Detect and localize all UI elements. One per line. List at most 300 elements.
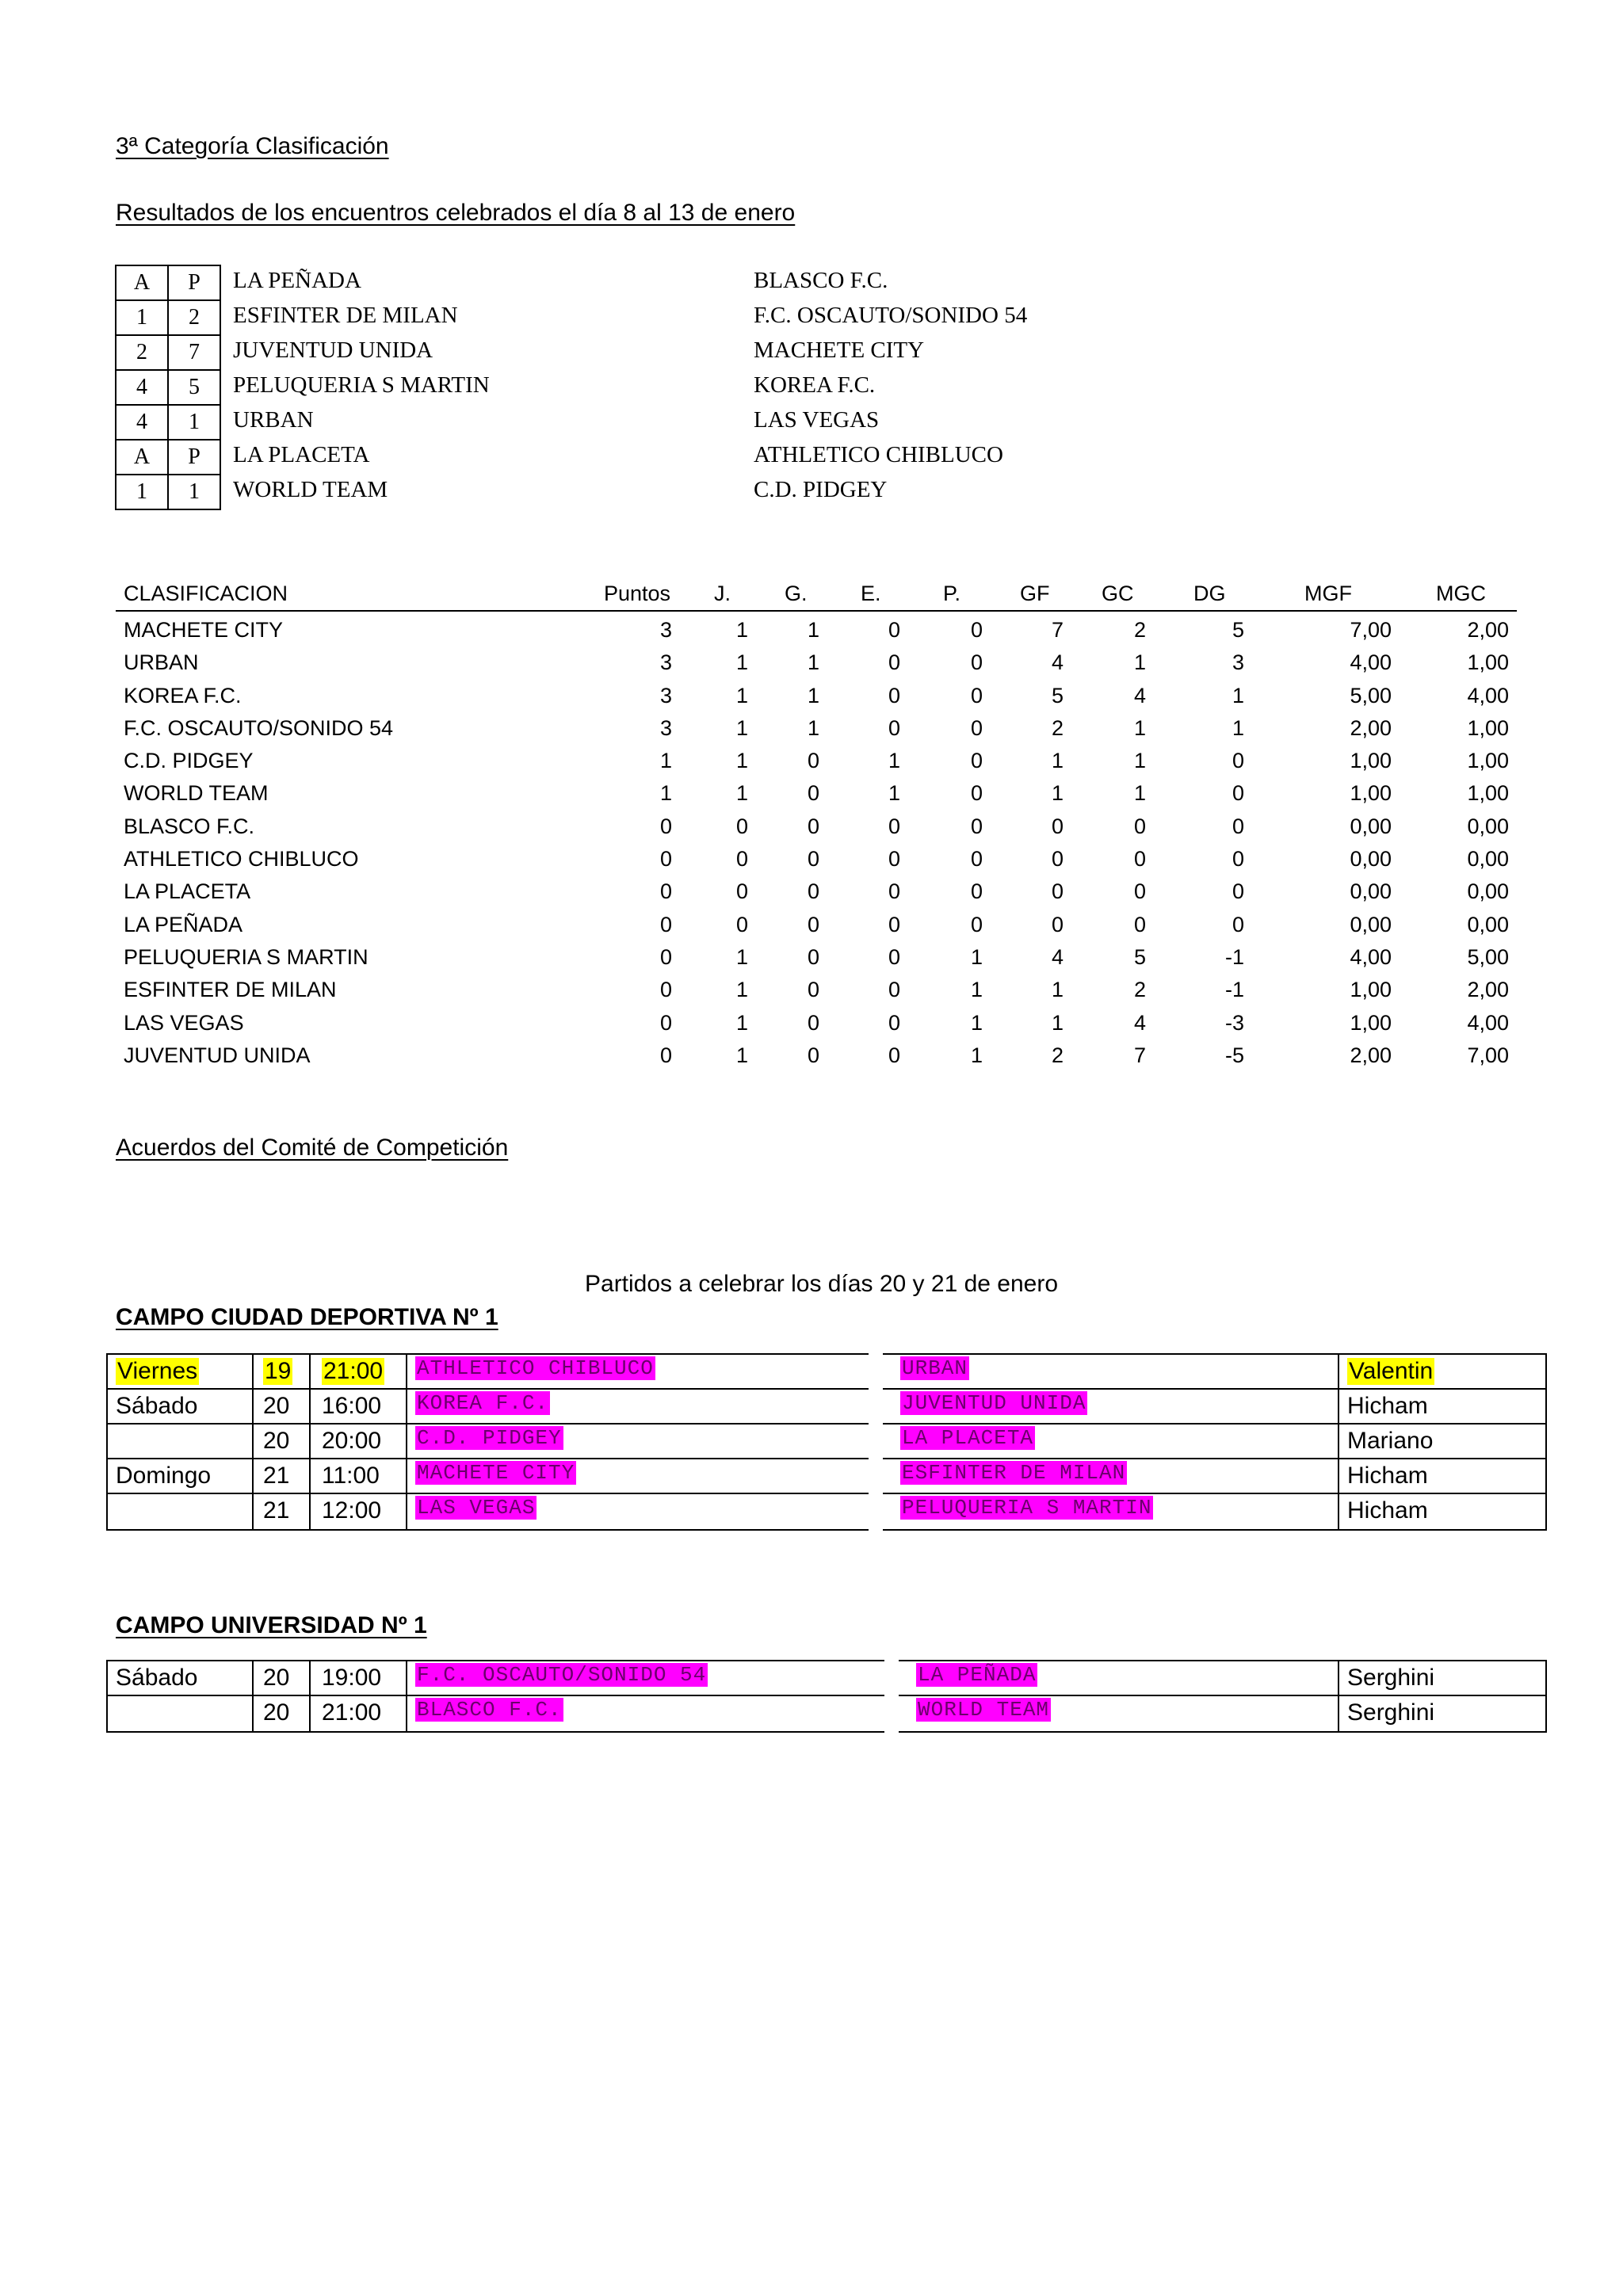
standings-cell: 1,00: [1350, 978, 1392, 1002]
standings-header-cell: J.: [714, 582, 731, 605]
match-day: Sábado: [116, 1665, 198, 1691]
standings-cell: 1: [735, 978, 748, 1002]
standings-row: [116, 808, 1517, 841]
standings-header-cell: P.: [943, 582, 961, 605]
fixture-row: [108, 1355, 1545, 1390]
divider-gap: [869, 1353, 883, 1390]
standings-row: [116, 841, 1517, 873]
match-day: Sábado: [116, 1393, 198, 1419]
standings-cell: 1: [1051, 1010, 1064, 1035]
home-score: 4: [116, 370, 168, 405]
standings-cell: 1,00: [1350, 1010, 1392, 1035]
standings-cell: 0: [970, 715, 983, 740]
standings-cell: 0: [807, 749, 819, 773]
standings-cell: 1: [735, 1043, 748, 1067]
standings-cell: 0: [970, 847, 983, 871]
standings-cell: 4: [1133, 683, 1146, 707]
standings-cell: 1: [970, 944, 983, 969]
standings-cell: 2,00: [1467, 618, 1509, 642]
match-time: 12:00: [322, 1497, 382, 1524]
standings-cell: 0: [735, 912, 748, 936]
partidos-heading: Partidos a celebrar los días 20 y 21 de enero: [585, 1271, 1059, 1297]
standings-cell: 0: [888, 650, 900, 675]
standings-cell: 0: [888, 944, 900, 969]
standings-header-cell: G.: [785, 582, 808, 605]
away-score: P: [168, 265, 220, 300]
column-divider: [252, 1494, 254, 1529]
result-away-team: KOREA F.C.: [754, 372, 876, 398]
standings-cell: 1,00: [1350, 749, 1392, 773]
results-score-table: [115, 265, 221, 510]
standings-cell: 1: [1133, 715, 1146, 740]
standings-cell: 1: [735, 618, 748, 642]
result-score-row: [116, 405, 220, 440]
result-score-row: [116, 265, 220, 300]
column-divider: [309, 1661, 311, 1695]
standings-cell: 0: [659, 879, 672, 904]
standings-cell: 0: [659, 912, 672, 936]
team-name: BLASCO F.C.: [124, 814, 255, 838]
fixture-row: [108, 1696, 1545, 1731]
standings-cell: 0: [1051, 814, 1064, 838]
standings-cell: 0,00: [1350, 912, 1392, 936]
standings-cell: 1: [1232, 715, 1244, 740]
home-score: A: [116, 265, 168, 300]
standings-cell: -1: [1224, 978, 1244, 1002]
result-away-team: C.D. PIDGEY: [754, 477, 888, 502]
standings-cell: 0: [659, 1043, 672, 1067]
standings-cell: 5: [1133, 944, 1146, 969]
standings-cell: 1: [735, 944, 748, 969]
standings-cell: 2,00: [1467, 978, 1509, 1002]
standings-cell: 7: [1051, 618, 1064, 642]
column-divider: [309, 1425, 311, 1458]
standings-cell: 7: [1133, 1043, 1146, 1067]
result-home-team: PELUQUERIA S MARTIN: [233, 372, 490, 398]
standings-cell: 0: [888, 978, 900, 1002]
standings-cell: 1,00: [1467, 781, 1509, 806]
standings-cell: 0: [970, 879, 983, 904]
match-time: 21:00: [323, 1358, 384, 1384]
standings-cell: 0: [1133, 912, 1146, 936]
standings-cell: 0: [888, 715, 900, 740]
standings-cell: 4,00: [1467, 683, 1509, 707]
match-date: 19: [265, 1358, 292, 1384]
standings-cell: 2: [1051, 715, 1064, 740]
result-home-team: JUVENTUD UNIDA: [233, 338, 433, 363]
standings-cell: 0: [1133, 879, 1146, 904]
match-time: 21:00: [322, 1699, 382, 1726]
home-score: 2: [116, 335, 168, 370]
standings-cell: 0: [735, 879, 748, 904]
match-time: 11:00: [322, 1463, 380, 1489]
standings-cell: 1,00: [1467, 715, 1509, 740]
standings-cell: 0: [1232, 814, 1244, 838]
result-away-team: F.C. OSCAUTO/SONIDO 54: [754, 303, 1028, 328]
standings-cell: 0: [888, 683, 900, 707]
standings-header-cell: Puntos: [604, 582, 671, 605]
team-name: ESFINTER DE MILAN: [124, 978, 337, 1002]
column-divider: [1338, 1696, 1339, 1731]
standings-cell: 1: [1051, 749, 1064, 773]
standings-row: [116, 644, 1517, 677]
standings-row: [116, 1005, 1517, 1037]
standings-cell: 0: [1133, 814, 1146, 838]
standings-cell: 0: [888, 1043, 900, 1067]
away-team: PELUQUERIA S MARTIN: [902, 1496, 1152, 1520]
standings-cell: 7,00: [1467, 1043, 1509, 1067]
divider-gap: [869, 1423, 883, 1459]
standings-cell: 0: [1232, 847, 1244, 871]
standings-cell: 1,00: [1467, 749, 1509, 773]
standings-cell: 3: [659, 683, 672, 707]
home-team: BLASCO F.C.: [417, 1698, 562, 1722]
team-name: WORLD TEAM: [124, 781, 269, 806]
standings-cell: 1: [1232, 683, 1244, 707]
standings-cell: 0: [888, 618, 900, 642]
standings-cell: 0: [1232, 781, 1244, 806]
standings-cell: 4,00: [1350, 944, 1392, 969]
column-divider: [406, 1459, 407, 1493]
results-heading: Resultados de los encuentros celebrados el día 8 al 13 de enero: [116, 200, 796, 226]
standings-row: [116, 939, 1517, 971]
match-day: Domingo: [116, 1463, 212, 1489]
standings-row: [116, 873, 1517, 906]
home-team: C.D. PIDGEY: [417, 1426, 562, 1450]
standings-cell: 1: [807, 683, 819, 707]
match-date: 20: [263, 1699, 290, 1726]
standings-header-cell: GF: [1020, 582, 1050, 605]
referee-name: Valentin: [1349, 1358, 1434, 1384]
standings-cell: 0: [970, 650, 983, 675]
standings-cell: 1: [659, 749, 672, 773]
column-divider: [1338, 1661, 1339, 1695]
standings-header-cell: MGF: [1304, 582, 1352, 605]
standings-cell: 0,00: [1350, 879, 1392, 904]
standings-cell: 0: [807, 978, 819, 1002]
campo1-fixtures-table: [106, 1353, 1547, 1531]
standings-cell: 0: [735, 847, 748, 871]
column-divider: [309, 1696, 311, 1731]
away-team: LA PEÑADA: [918, 1663, 1037, 1687]
home-team: KOREA F.C.: [417, 1391, 549, 1415]
result-score-row: [116, 475, 220, 509]
referee-name: Hicham: [1347, 1393, 1428, 1419]
standings-cell: 0: [807, 944, 819, 969]
standings-cell: 0: [888, 879, 900, 904]
standings-cell: 0: [659, 1010, 672, 1035]
standings-cell: 3: [1232, 650, 1244, 675]
away-team: JUVENTUD UNIDA: [902, 1391, 1086, 1415]
home-team: MACHETE CITY: [417, 1461, 575, 1485]
column-divider: [309, 1494, 311, 1529]
standings-cell: 0: [888, 1010, 900, 1035]
standings-cell: 7,00: [1350, 618, 1392, 642]
standings-cell: -1: [1224, 944, 1244, 969]
standings-cell: 4: [1133, 1010, 1146, 1035]
team-name: F.C. OSCAUTO/SONIDO 54: [124, 715, 394, 740]
team-name: KOREA F.C.: [124, 683, 242, 707]
standings-cell: 0,00: [1467, 912, 1509, 936]
standings-cell: 1: [659, 781, 672, 806]
fixture-row: [108, 1390, 1545, 1425]
standings-cell: 0: [970, 814, 983, 838]
team-name: JUVENTUD UNIDA: [124, 1043, 311, 1067]
result-away-team: BLASCO F.C.: [754, 268, 888, 293]
fixture-row: [108, 1494, 1545, 1529]
standings-cell: 0: [888, 847, 900, 871]
standings-cell: 1: [970, 1010, 983, 1035]
standings-cell: 4: [1051, 944, 1064, 969]
standings-cell: 1: [970, 978, 983, 1002]
standings-cell: 0: [807, 781, 819, 806]
standings-cell: 4: [1051, 650, 1064, 675]
standings-header-cell: CLASIFICACION: [124, 582, 288, 605]
standings-cell: 0,00: [1467, 847, 1509, 871]
standings-cell: 3: [659, 618, 672, 642]
column-divider: [252, 1661, 254, 1695]
standings-cell: 0: [807, 847, 819, 871]
column-divider: [1338, 1459, 1339, 1493]
standings-cell: 0,00: [1350, 814, 1392, 838]
team-name: PELUQUERIA S MARTIN: [124, 944, 369, 969]
standings-cell: 1: [1051, 781, 1064, 806]
standings-cell: 1: [735, 715, 748, 740]
divider-gap: [869, 1388, 883, 1425]
standings-cell: 1,00: [1467, 650, 1509, 675]
standings-row: [116, 710, 1517, 742]
standings-cell: 0: [888, 814, 900, 838]
standings-cell: 0: [970, 912, 983, 936]
standings-cell: 0: [1051, 879, 1064, 904]
standings-cell: 0,00: [1467, 814, 1509, 838]
home-score: 4: [116, 405, 168, 440]
standings-row: [116, 612, 1517, 644]
divider-gap: [869, 1493, 883, 1531]
standings-cell: 2,00: [1350, 715, 1392, 740]
standings-cell: 0: [970, 683, 983, 707]
standings-cell: 0: [1232, 749, 1244, 773]
team-name: URBAN: [124, 650, 199, 675]
standings-cell: 1: [735, 683, 748, 707]
match-date: 20: [263, 1393, 290, 1419]
standings-table: [116, 575, 1517, 1070]
standings-cell: 0: [1232, 879, 1244, 904]
result-score-row: [116, 335, 220, 370]
standings-cell: 0: [735, 814, 748, 838]
column-divider: [406, 1425, 407, 1458]
standings-cell: 0: [807, 1043, 819, 1067]
divider-gap: [869, 1458, 883, 1494]
column-divider: [309, 1390, 311, 1423]
divider-gap: [884, 1660, 899, 1696]
standings-cell: 0: [807, 1010, 819, 1035]
away-team: LA PLACETA: [902, 1426, 1034, 1450]
result-home-team: ESFINTER DE MILAN: [233, 303, 458, 328]
home-score: 1: [116, 300, 168, 335]
standings-cell: 1: [1133, 650, 1146, 675]
home-team: LAS VEGAS: [417, 1496, 536, 1520]
standings-cell: 0: [659, 814, 672, 838]
standings-row: [116, 1037, 1517, 1070]
standings-cell: 0: [659, 944, 672, 969]
standings-cell: 0: [807, 814, 819, 838]
result-home-team: WORLD TEAM: [233, 477, 388, 502]
standings-cell: 0: [1051, 912, 1064, 936]
result-home-team: LA PEÑADA: [233, 268, 361, 293]
standings-header-cell: DG: [1193, 582, 1226, 605]
match-date: 21: [263, 1497, 290, 1524]
standings-header-cell: E.: [861, 582, 881, 605]
standings-cell: -5: [1224, 1043, 1244, 1067]
referee-name: Mariano: [1347, 1428, 1434, 1454]
match-date: 20: [263, 1428, 290, 1454]
match-time: 19:00: [322, 1665, 382, 1691]
standings-cell: 4,00: [1350, 650, 1392, 675]
match-day: Viernes: [117, 1358, 198, 1384]
standings-cell: 1: [970, 1043, 983, 1067]
column-divider: [406, 1355, 407, 1388]
away-team: URBAN: [902, 1356, 968, 1380]
match-date: 21: [263, 1463, 290, 1489]
fixture-row: [108, 1425, 1545, 1459]
standings-cell: 2: [1133, 618, 1146, 642]
standings-header: [116, 575, 1517, 612]
standings-cell: -3: [1224, 1010, 1244, 1035]
home-score: 1: [116, 475, 168, 509]
standings-cell: 2,00: [1350, 1043, 1392, 1067]
result-away-team: LAS VEGAS: [754, 407, 880, 433]
standings-cell: 4,00: [1467, 1010, 1509, 1035]
column-divider: [1338, 1390, 1339, 1423]
result-away-team: MACHETE CITY: [754, 338, 925, 363]
standings-cell: 0,00: [1350, 847, 1392, 871]
standings-row: [116, 742, 1517, 775]
column-divider: [309, 1355, 311, 1388]
standings-cell: 0: [1051, 847, 1064, 871]
campo1-title: CAMPO CIUDAD DEPORTIVA Nº 1: [116, 1304, 498, 1330]
campo2-title: CAMPO UNIVERSIDAD Nº 1: [116, 1612, 427, 1638]
fixture-row: [108, 1459, 1545, 1494]
column-divider: [252, 1390, 254, 1423]
standings-cell: 0: [1133, 847, 1146, 871]
away-score: 5: [168, 370, 220, 405]
referee-name: Serghini: [1347, 1665, 1435, 1691]
referee-name: Serghini: [1347, 1699, 1435, 1726]
match-time: 20:00: [322, 1428, 382, 1454]
standings-cell: 0: [970, 618, 983, 642]
fixture-row: [108, 1661, 1545, 1696]
team-name: C.D. PIDGEY: [124, 749, 254, 773]
column-divider: [252, 1696, 254, 1731]
match-date: 20: [263, 1665, 290, 1691]
standings-cell: 5: [1232, 618, 1244, 642]
column-divider: [252, 1425, 254, 1458]
standings-cell: 0: [970, 749, 983, 773]
team-name: MACHETE CITY: [124, 618, 284, 642]
result-score-row: [116, 370, 220, 405]
team-name: LAS VEGAS: [124, 1010, 244, 1035]
column-divider: [252, 1459, 254, 1493]
standings-row: [116, 677, 1517, 710]
away-score: 1: [168, 475, 220, 509]
away-team: WORLD TEAM: [918, 1698, 1050, 1722]
standings-cell: 1: [735, 781, 748, 806]
column-divider: [406, 1661, 407, 1695]
standings-cell: 0: [807, 912, 819, 936]
standings-cell: 1: [1051, 978, 1064, 1002]
standings-row: [116, 775, 1517, 807]
standings-cell: 1: [807, 650, 819, 675]
standings-cell: 3: [659, 650, 672, 675]
team-name: ATHLETICO CHIBLUCO: [124, 847, 359, 871]
standings-cell: 0: [807, 879, 819, 904]
standings-cell: 1: [735, 650, 748, 675]
away-team: ESFINTER DE MILAN: [902, 1461, 1126, 1485]
column-divider: [1338, 1494, 1339, 1529]
standings-row: [116, 906, 1517, 939]
standings-cell: 2: [1133, 978, 1146, 1002]
standings-cell: 1: [807, 618, 819, 642]
referee-name: Hicham: [1347, 1463, 1428, 1489]
standings-cell: 0: [888, 912, 900, 936]
column-divider: [1338, 1355, 1339, 1388]
standings-cell: 2: [1051, 1043, 1064, 1067]
standings-cell: 1: [888, 781, 900, 806]
team-name: LA PEÑADA: [124, 912, 243, 936]
column-divider: [252, 1355, 254, 1388]
column-divider: [406, 1390, 407, 1423]
standings-cell: 1: [1133, 749, 1146, 773]
standings-cell: 1: [735, 1010, 748, 1035]
referee-name: Hicham: [1347, 1497, 1428, 1524]
page-title: 3ª Categoría Clasificación: [116, 133, 389, 159]
home-score: A: [116, 440, 168, 475]
standings-cell: 3: [659, 715, 672, 740]
standings-header-cell: MGC: [1436, 582, 1486, 605]
standings-cell: 0,00: [1467, 879, 1509, 904]
standings-cell: 1: [888, 749, 900, 773]
result-home-team: URBAN: [233, 407, 314, 433]
result-away-team: ATHLETICO CHIBLUCO: [754, 442, 1003, 467]
standings-cell: 1: [807, 715, 819, 740]
standings-cell: 1,00: [1350, 781, 1392, 806]
result-home-team: LA PLACETA: [233, 442, 370, 467]
result-score-row: [116, 300, 220, 335]
away-score: 7: [168, 335, 220, 370]
standings-row: [116, 971, 1517, 1004]
column-divider: [309, 1459, 311, 1493]
standings-cell: 0: [659, 978, 672, 1002]
acuerdos-heading: Acuerdos del Comité de Competición: [116, 1135, 509, 1161]
standings-cell: 5: [1051, 683, 1064, 707]
campo2-fixtures-table: [106, 1660, 1547, 1733]
standings-cell: 1: [1133, 781, 1146, 806]
away-score: P: [168, 440, 220, 475]
standings-cell: 0: [970, 781, 983, 806]
column-divider: [406, 1494, 407, 1529]
standings-cell: 5,00: [1467, 944, 1509, 969]
standings-cell: 0: [1232, 912, 1244, 936]
match-time: 16:00: [322, 1393, 382, 1419]
home-team: F.C. OSCAUTO/SONIDO 54: [417, 1663, 707, 1687]
away-score: 1: [168, 405, 220, 440]
divider-gap: [884, 1695, 899, 1733]
standings-cell: 5,00: [1350, 683, 1392, 707]
column-divider: [406, 1696, 407, 1731]
standings-cell: 1: [735, 749, 748, 773]
standings-header-cell: GC: [1102, 582, 1134, 605]
